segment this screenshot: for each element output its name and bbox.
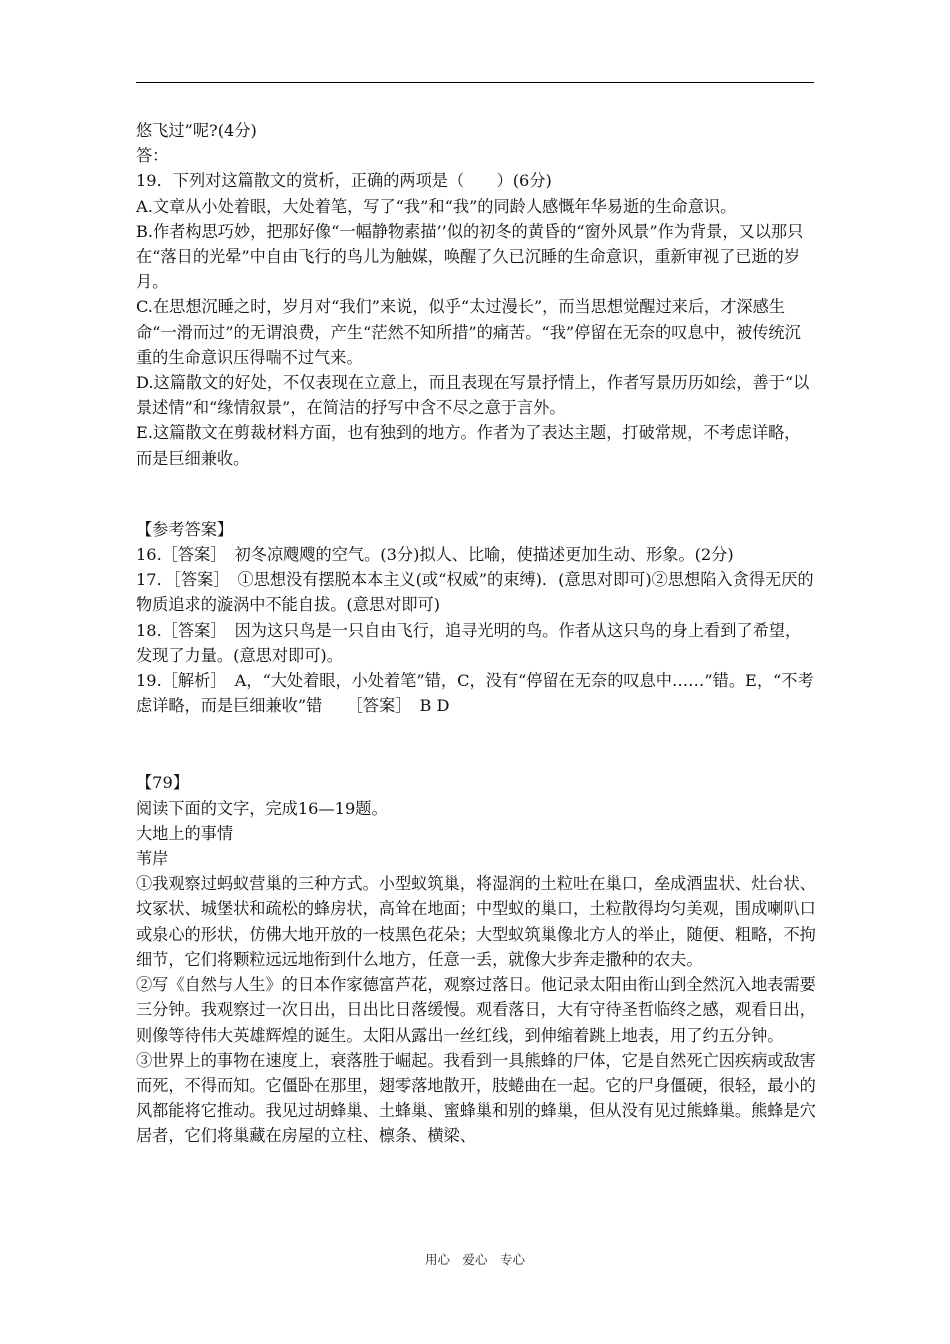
- section-number: 【79】: [136, 773, 189, 793]
- article-paragraph-3: ③世界上的事物在速度上，衰落胜于崛起。我看到一具熊蜂的尸体，它是自然死亡因疾病或敌害而死，不得而知。它僵卧在那里，翅零落地散开，肢蜷曲在一起。它的尸身僵硬，很轻，最小的风都能将它推动。我见过胡蜂巢、土蜂巢、蜜蜂巢和别的蜂巢，但从没有见过熊蜂巢。熊蜂是穴居者，它们将巢藏在房屋的立柱、檩条、横梁、: [136, 1050, 816, 1146]
- question-18-tail: 悠飞过”呢?(4分): [136, 121, 257, 140]
- reference-answer-19: 19.［解析］ A，“大处着眼，小处着笔”错，C，没有“停留在无奈的叹息中……”错。E，“不考虑详略，而是巨细兼收”错 ［答案］ B D: [136, 671, 814, 716]
- article-paragraph-1: ①我观察过蚂蚁营巢的三种方式。小型蚁筑巢，将湿润的土粒吐在巢口，垒成酒盅状、灶台状、坟冢状、城堡状和疏松的蜂房状，高耸在地面；中型蚁的巢口，土粒散得均匀美观，围成喇叭口或泉心的形状，仿佛大地开放的一枝黑色花朵；大型蚁筑巢像北方人的举止，随便、粗略，不拘细节，它们将颗粒远远地衔到什么地方，任意一丢，就像大步奔走撒种的农夫。: [136, 874, 816, 969]
- document-body: [136, 118, 816, 1149]
- reference-answer-16: 16.［答案］ 初冬凉飕飕的空气。(3分)拟人、比喻，使描述更加生动、形象。(2分): [136, 545, 734, 565]
- reference-heading: 【参考答案】: [136, 519, 234, 539]
- article-paragraph-2: ②写《自然与人生》的日本作家德富芦花，观察过落日。他记录太阳由衔山到全然沉入地表需要三分钟。我观察过一次日出，日出比日落缓慢。观看落日，大有守待圣哲临终之感，观看日出，则像等待伟大英雄辉煌的诞生。太阳从露出一丝红线，到伸缩着跳上地表，用了约五分钟。: [136, 975, 816, 1045]
- option-a: A.文章从小处着眼，大处着笔，写了“我”和“我”的同龄人感慨年华易逝的生命意识。: [136, 196, 737, 216]
- reading-instruction: 阅读下面的文字，完成16—19题。: [136, 798, 388, 818]
- reference-answer-17: 17．［答案］ ①思想没有摆脱本本主义(或“权威”的束缚)．(意思对即可)②思想陷入贪得无厌的物质追求的漩涡中不能自拔。(意思对即可): [136, 570, 814, 615]
- option-e: E.这篇散文在剪裁材料方面，也有独到的地方。作者为了表达主题，打破常规，不考虑详略，而是巨细兼收。: [136, 423, 801, 468]
- article-title: 大地上的事情: [136, 823, 234, 843]
- option-c: C.在思想沉睡之时，岁月对“我们”来说，似乎“太过漫长”，而当思想觉醒过来后，才深感生命“一滑而过”的无谓浪费，产生“茫然不知所措”的痛苦。“我”停留在无奈的叹息中，被传统沉重的生命意识压得喘不过气来。: [136, 297, 801, 367]
- option-d: D.这篇散文的好处，不仅表现在立意上，而且表现在写景抒情上，作者写景历历如绘，善于“以景述情”和“缘情叙景”，在简洁的抒写中含不尽之意于言外。: [136, 373, 810, 418]
- article-author: 苇岸: [136, 849, 169, 869]
- header-rule: [136, 82, 814, 83]
- question-19-stem: 19．下列对这篇散文的赏析，正确的两项是（ ）(6分): [136, 171, 552, 191]
- answer-label: 答：: [136, 146, 169, 166]
- option-b: B.作者构思巧妙，把那好像“一幅静物素描’’似的初冬的黄昏的“窗外风景”作为背景，又以那只在“落日的光晕”中自由飞行的鸟儿为触媒，唤醒了久已沉睡的生命意识，重新审视了已逝的岁月。: [136, 221, 804, 292]
- reference-answer-18: 18.［答案］ 因为这只鸟是一只自由飞行，追寻光明的鸟。作者从这只鸟的身上看到了希望，发现了力量。(意思对即可)。: [136, 620, 802, 665]
- page-footer: 用心 爱心 专心: [424, 1252, 525, 1267]
